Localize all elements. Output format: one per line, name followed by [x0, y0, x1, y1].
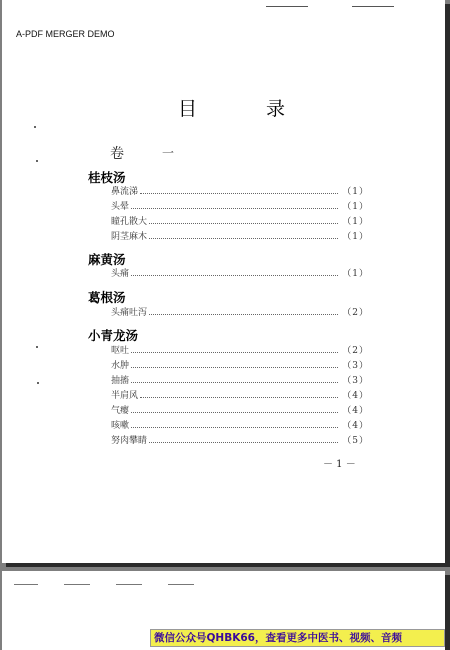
- toc-entry-title: 鼻流涕: [111, 187, 139, 197]
- toc-entry[interactable]: [111, 418, 369, 431]
- dot-leader: [149, 237, 338, 239]
- toc-entry-title: 头痛: [111, 269, 130, 279]
- toc-entry-page: （1）: [342, 217, 369, 227]
- toc-entry-title: 阴茎麻木: [111, 232, 148, 242]
- toc-entry-title: 气瘿: [111, 406, 130, 416]
- toc-entry-page: （1）: [342, 187, 369, 197]
- toc-entry-title: 咳嗽: [111, 421, 130, 431]
- dot-leader: [131, 426, 338, 428]
- toc-entry[interactable]: [111, 373, 369, 386]
- toc-entry[interactable]: [111, 343, 369, 356]
- toc-entry-page: （4）: [342, 421, 369, 431]
- dot-leader: [131, 381, 338, 383]
- page-number: － 1 －: [323, 459, 356, 470]
- dot-leader: [149, 222, 338, 224]
- toc-section-heading: 麻黄汤: [88, 252, 126, 267]
- page-top-rule: [14, 584, 38, 585]
- toc-entry[interactable]: [111, 184, 369, 197]
- page-top-rule: [352, 6, 394, 7]
- toc-entry-title: 半肩风: [111, 391, 139, 401]
- toc-entry-page: （5）: [342, 436, 369, 446]
- toc-section-heading: 小青龙汤: [88, 328, 139, 343]
- toc-entry[interactable]: [111, 305, 369, 318]
- page-top-rule: [266, 6, 308, 7]
- page-top-rule: [116, 584, 142, 585]
- toc-title-char-2: 录: [266, 98, 287, 120]
- scan-speck: [36, 346, 38, 348]
- toc-entry-page: （1）: [342, 269, 369, 279]
- dot-leader: [140, 396, 338, 398]
- toc-entry-title: 水肿: [111, 361, 130, 371]
- scan-speck: [34, 126, 36, 128]
- dot-leader: [131, 411, 338, 413]
- dot-leader: [140, 192, 338, 194]
- toc-entry-page: （2）: [342, 308, 369, 318]
- toc-entry-title: 瞳孔散大: [111, 217, 148, 227]
- document-page: [2, 0, 445, 563]
- page-shadow: [445, 575, 450, 650]
- toc-entry-page: （4）: [342, 406, 369, 416]
- toc-entry[interactable]: [111, 433, 369, 446]
- dot-leader: [131, 351, 338, 353]
- toc-entry-title: 努肉攀睛: [111, 436, 148, 446]
- toc-entry-page: （1）: [342, 232, 369, 242]
- scan-speck: [36, 160, 38, 162]
- toc-entry[interactable]: [111, 403, 369, 416]
- toc-entry-title: 头痛吐泻: [111, 308, 148, 318]
- toc-section-heading: 葛根汤: [88, 290, 126, 305]
- toc-entry[interactable]: [111, 214, 369, 227]
- toc-entry[interactable]: [111, 388, 369, 401]
- toc-entry-page: （3）: [342, 361, 369, 371]
- dot-leader: [131, 274, 338, 276]
- toc-entry-page: （3）: [342, 376, 369, 386]
- page-shadow: [6, 563, 450, 567]
- toc-entry-title: 抽搐: [111, 376, 130, 386]
- volume-label: 卷: [110, 146, 124, 162]
- toc-title-char-1: 目: [178, 98, 199, 120]
- toc-section-heading: 桂枝汤: [88, 170, 126, 185]
- toc-entry-page: （2）: [342, 346, 369, 356]
- promo-banner[interactable]: 微信公众号QHBK66，查看更多中医书、视频、音频: [150, 629, 445, 647]
- dot-leader: [131, 207, 338, 209]
- page-shadow: [445, 4, 450, 565]
- dot-leader: [149, 441, 338, 443]
- dot-leader: [149, 313, 338, 315]
- toc-entry[interactable]: [111, 199, 369, 212]
- toc-entry-title: 头晕: [111, 202, 130, 212]
- scan-speck: [37, 382, 39, 384]
- page-top-rule: [64, 584, 90, 585]
- toc-entry[interactable]: [111, 358, 369, 371]
- toc-entry[interactable]: [111, 266, 369, 279]
- page-top-rule: [168, 584, 194, 585]
- toc-entry-page: （4）: [342, 391, 369, 401]
- volume-number: 一: [162, 146, 175, 160]
- watermark-label: A-PDF MERGER DEMO: [16, 29, 115, 39]
- toc-entry-page: （1）: [342, 202, 369, 212]
- toc-entry-title: 呕吐: [111, 346, 130, 356]
- dot-leader: [131, 366, 338, 368]
- toc-entry[interactable]: [111, 229, 369, 242]
